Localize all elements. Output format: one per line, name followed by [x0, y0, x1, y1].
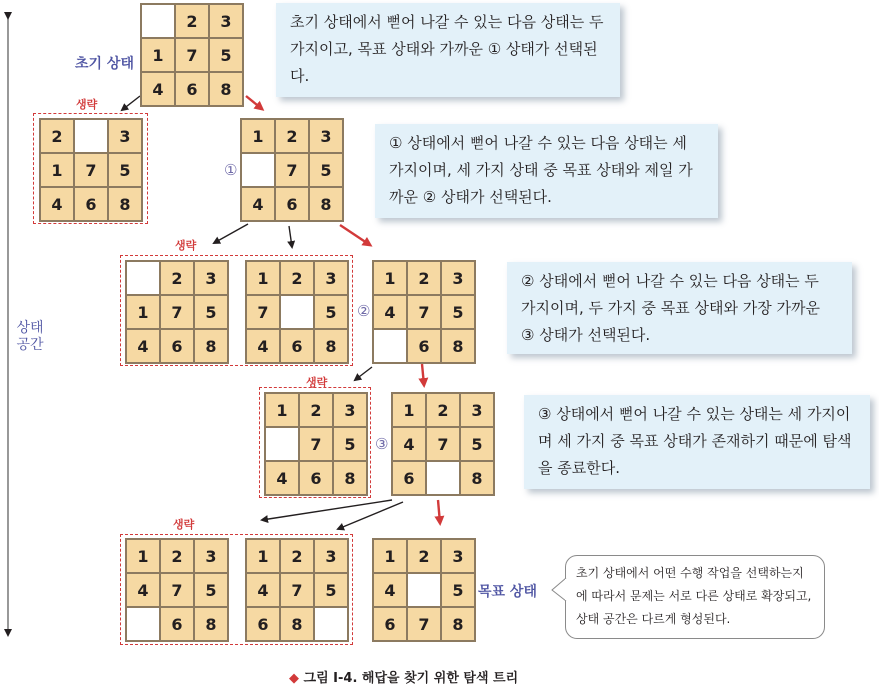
puzzle-tile: 3 — [195, 540, 227, 572]
puzzle-tile: 8 — [195, 330, 227, 362]
puzzle-tile: 4 — [142, 73, 174, 105]
note-c3: ③ 상태에서 뻗어 나갈 수 있는 상태는 세 가지이며 세 가지 중 목표 상태가 존재하기 때문에 탐색을 종료한다. — [524, 395, 870, 489]
puzzle-tile: 1 — [127, 540, 159, 572]
puzzle-tile: 1 — [374, 540, 406, 572]
puzzle-tile: 4 — [374, 296, 406, 328]
puzzle-tile: 2 — [300, 394, 332, 426]
puzzle-tile: 8 — [461, 462, 493, 494]
puzzle-tile: 2 — [281, 540, 313, 572]
puzzle-tile: 8 — [310, 188, 342, 220]
puzzle-tile: 5 — [210, 39, 242, 71]
puzzle-tile: 2 — [281, 262, 313, 294]
puzzle-tile: 3 — [210, 5, 242, 37]
figure-caption — [289, 667, 518, 686]
puzzle-tile: 2 — [161, 540, 193, 572]
puzzle-tile: 5 — [109, 154, 141, 186]
omitted-label-1: 생략 — [76, 98, 98, 111]
puzzle-tile: 5 — [195, 574, 227, 606]
puzzle-tile: 4 — [127, 574, 159, 606]
puzzle-tile: 6 — [300, 462, 332, 494]
puzzle-tile: 5 — [315, 296, 347, 328]
puzzle-tile: 7 — [408, 296, 440, 328]
puzzle-tile: 6 — [408, 330, 440, 362]
note-c1: ① 상태에서 뻗어 나갈 수 있는 다음 상태는 세 가지이며, 세 가지 상태 중 목표 상태와 제일 가까운 ② 상태가 선택된다. — [375, 124, 718, 218]
puzzle-tile: 6 — [247, 608, 279, 640]
puzzle-tile: 1 — [374, 262, 406, 294]
puzzle-tile: 7 — [276, 154, 308, 186]
puzzle-tile: 3 — [315, 540, 347, 572]
state-space-label: 상태 공간 — [16, 320, 44, 353]
puzzle-tile: 1 — [247, 540, 279, 572]
puzzle-tile: 3 — [310, 120, 342, 152]
puzzle-tile: 6 — [281, 330, 313, 362]
puzzle-tile: 8 — [109, 188, 141, 220]
puzzle-tile: 2 — [408, 540, 440, 572]
puzzle-tile: 8 — [442, 608, 474, 640]
puzzle-tile: 4 — [247, 330, 279, 362]
goal-state-label: 목표 상태 — [478, 584, 537, 600]
puzzle-tile: 2 — [161, 262, 193, 294]
omitted-label-4: 생략 — [173, 518, 195, 531]
puzzle-tile: 7 — [427, 428, 459, 460]
caption-figure-number: 그림 Ⅰ-4. — [303, 671, 358, 686]
puzzle-tile: 2 — [176, 5, 208, 37]
puzzle-tile: 4 — [247, 574, 279, 606]
puzzle-tile: 4 — [41, 188, 73, 220]
puzzle-tile: 5 — [315, 574, 347, 606]
note-initial: 초기 상태에서 뻗어 나갈 수 있는 다음 상태는 두 가지이고, 목표 상태와 가까운 ① 상태가 선택된다. — [276, 3, 620, 97]
puzzle-tile: 1 — [127, 296, 159, 328]
puzzle-tile: 2 — [41, 120, 73, 152]
puzzle-tile: 4 — [374, 574, 406, 606]
initial-state-label: 초기 상태 — [75, 56, 134, 72]
marker-c2: ② — [357, 302, 371, 320]
puzzle-tile: 4 — [266, 462, 298, 494]
puzzle-tile: 1 — [266, 394, 298, 426]
puzzle-tile: 5 — [334, 428, 366, 460]
puzzle-tile: 7 — [161, 296, 193, 328]
puzzle-tile: 7 — [408, 608, 440, 640]
puzzle-tile: 1 — [242, 120, 274, 152]
puzzle-tile: 7 — [247, 296, 279, 328]
puzzle-tile: 4 — [242, 188, 274, 220]
puzzle-tile: 6 — [75, 188, 107, 220]
omitted-label-2: 생략 — [175, 239, 197, 252]
puzzle-tile: 6 — [176, 73, 208, 105]
puzzle-tile: 5 — [195, 296, 227, 328]
puzzle-tile: 8 — [334, 462, 366, 494]
puzzle-tile: 1 — [393, 394, 425, 426]
puzzle-tile: 3 — [315, 262, 347, 294]
puzzle-tile: 4 — [127, 330, 159, 362]
puzzle-tile: 6 — [161, 330, 193, 362]
puzzle-tile: 3 — [461, 394, 493, 426]
puzzle-tile: 6 — [393, 462, 425, 494]
explanation-bubble: 초기 상태에서 어떤 수행 작업을 선택하는지에 따라서 문제는 서로 다른 상태로 확장되고, 상태 공간은 다르게 형성된다. — [565, 555, 825, 639]
puzzle-tile: 5 — [442, 574, 474, 606]
note-c2: ② 상태에서 뻗어 나갈 수 있는 다음 상태는 두 가지이며, 두 가지 중 목표 상태와 가장 가까운 ③ 상태가 선택된다. — [507, 262, 852, 354]
caption-bullet-icon: ◆ — [289, 671, 299, 686]
caption-title: 해답을 찾기 위한 탐색 트리 — [361, 671, 519, 686]
puzzle-tile: 7 — [281, 574, 313, 606]
puzzle-tile: 8 — [195, 608, 227, 640]
puzzle-tile: 1 — [142, 39, 174, 71]
puzzle-tile: 5 — [442, 296, 474, 328]
puzzle-tile: 3 — [109, 120, 141, 152]
puzzle-tile: 2 — [408, 262, 440, 294]
puzzle-tile: 5 — [461, 428, 493, 460]
puzzle-tile: 6 — [374, 608, 406, 640]
puzzle-tile: 8 — [315, 330, 347, 362]
puzzle-tile: 3 — [442, 262, 474, 294]
puzzle-tile: 2 — [427, 394, 459, 426]
puzzle-tile: 8 — [210, 73, 242, 105]
puzzle-tile: 3 — [195, 262, 227, 294]
puzzle-tile: 8 — [281, 608, 313, 640]
omitted-label-3: 생략 — [306, 376, 328, 389]
puzzle-tile: 7 — [161, 574, 193, 606]
puzzle-tile: 5 — [310, 154, 342, 186]
puzzle-tile: 8 — [442, 330, 474, 362]
puzzle-tile: 2 — [276, 120, 308, 152]
puzzle-tile: 3 — [334, 394, 366, 426]
puzzle-tile: 6 — [276, 188, 308, 220]
puzzle-tile: 4 — [393, 428, 425, 460]
puzzle-tile: 6 — [161, 608, 193, 640]
puzzle-tile: 7 — [75, 154, 107, 186]
puzzle-tile: 7 — [300, 428, 332, 460]
puzzle-tile: 7 — [176, 39, 208, 71]
marker-c3: ③ — [375, 435, 389, 453]
puzzle-tile: 1 — [247, 262, 279, 294]
puzzle-tile: 1 — [41, 154, 73, 186]
puzzle-tile: 3 — [442, 540, 474, 572]
marker-c1: ① — [224, 161, 238, 179]
